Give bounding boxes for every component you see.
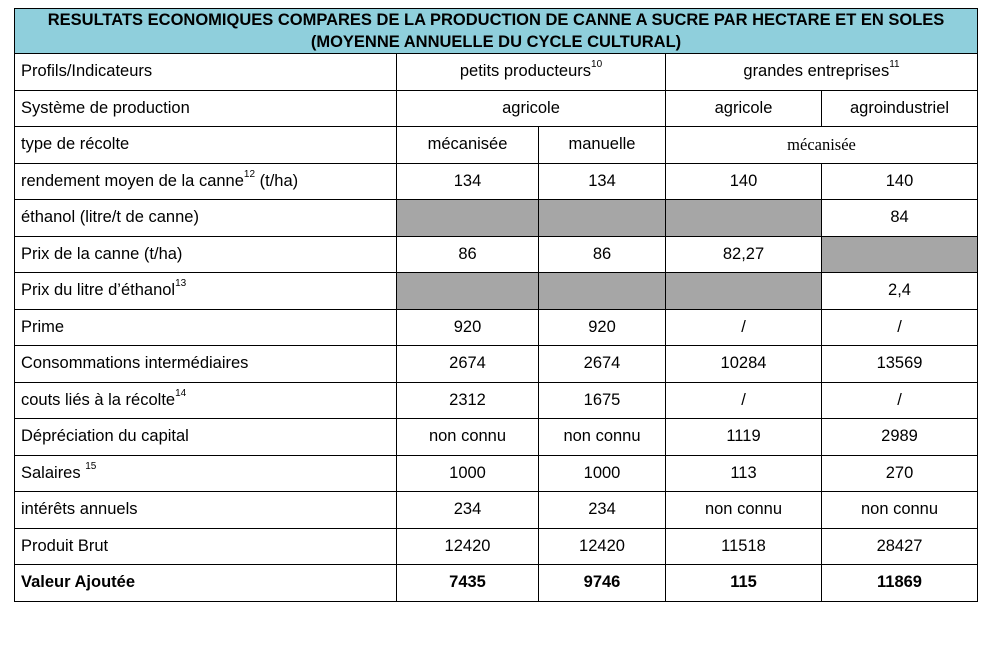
table-row [15,455,978,492]
cell: 28427 [822,528,978,565]
empty-grey-cell [397,273,539,310]
cell: 11518 [666,528,822,565]
row-label: éthanol (litre/t de canne) [15,200,397,237]
empty-grey-cell [397,200,539,237]
row-label: intérêts annuels [15,492,397,529]
row-label: couts liés à la récolte$^{14}$ [15,382,397,419]
cell: 9746 [539,565,666,602]
title-line-2: (MOYENNE ANNUELLE DU CYCLE CULTURAL) [310,33,682,51]
row-label: Prix du litre d’éthanol$^{13}$ [15,273,397,310]
cell: 12420 [397,528,539,565]
cell: 115 [666,565,822,602]
cell: 920 [397,309,539,346]
economic-results-table [14,8,978,602]
empty-grey-cell [666,273,822,310]
cell: 10284 [666,346,822,383]
row-label: Produit Brut [15,528,397,565]
row-label: Profils/Indicateurs [15,54,397,91]
table-row [15,419,978,456]
table-row [15,163,978,200]
cell: 2989 [822,419,978,456]
empty-grey-cell [822,236,978,273]
table-row [15,382,978,419]
cell: agricole [397,90,666,127]
table-row [15,528,978,565]
row-label: Prix de la canne (t/ha) [15,236,397,273]
cell: 13569 [822,346,978,383]
empty-grey-cell [539,200,666,237]
cell: agroindustriel [822,90,978,127]
table-row [15,309,978,346]
footnote-ref: 14 [175,387,187,399]
cell: 2674 [539,346,666,383]
cell: 1000 [397,455,539,492]
cell: 11869 [822,565,978,602]
table-row-total [15,565,978,602]
cell: 2,4 [822,273,978,310]
cell: 234 [539,492,666,529]
empty-grey-cell [539,273,666,310]
cell: / [822,382,978,419]
empty-grey-cell [666,200,822,237]
footnote-ref: 15 [85,460,97,472]
header-petits-producteurs: petits producteurs$^{10}$ [397,54,666,91]
header-row-profils [15,54,978,91]
cell: 84 [822,200,978,237]
cell: 134 [397,163,539,200]
cell: 1000 [539,455,666,492]
footnote-ref: 13 [175,278,187,290]
cell: / [666,309,822,346]
header-grandes-entreprises: grandes entreprises$^{11}$ [666,54,978,91]
cell: agricole [666,90,822,127]
cell: non connu [822,492,978,529]
table-row [15,273,978,310]
cell: 234 [397,492,539,529]
cell: manuelle [539,127,666,164]
header-row-systeme [15,90,978,127]
cell: 134 [539,163,666,200]
row-label: Dépréciation du capital [15,419,397,456]
cell: 2312 [397,382,539,419]
cell: 2674 [397,346,539,383]
table-row [15,200,978,237]
cell: 7435 [397,565,539,602]
cell: mécanisée [666,127,978,164]
row-label: Prime [15,309,397,346]
table-row [15,236,978,273]
table-title [15,9,978,54]
footnote-ref: 12 [243,168,256,180]
cell: mécanisée [397,127,539,164]
row-label: type de récolte [15,127,397,164]
row-label: Valeur Ajoutée [15,565,397,602]
table-row [15,492,978,529]
table-row [15,346,978,383]
cell: 140 [666,163,822,200]
cell: 140 [822,163,978,200]
row-label: Système de production [15,90,397,127]
title-row [15,9,978,54]
title-line-1: RESULTATS ECONOMIQUES COMPARES DE LA PRODUCTION DE CANNE A SUCRE PAR HECTARE ET EN SOLES [47,11,945,29]
cell: 82,27 [666,236,822,273]
cell: 86 [539,236,666,273]
footnote-ref: 11 [889,59,900,71]
row-label: Consommations intermédiaires [15,346,397,383]
cell: / [666,382,822,419]
cell: 1119 [666,419,822,456]
cell: 920 [539,309,666,346]
header-row-recolte [15,127,978,164]
row-label: rendement moyen de la canne$^{12}$ (t/ha) [15,163,397,200]
cell: 270 [822,455,978,492]
cell: non connu [666,492,822,529]
cell: 113 [666,455,822,492]
cell: / [822,309,978,346]
cell: 1675 [539,382,666,419]
cell: non connu [539,419,666,456]
cell: non connu [397,419,539,456]
cell: 86 [397,236,539,273]
cell: 12420 [539,528,666,565]
row-label: Salaires $^{15}$ [15,455,397,492]
footnote-ref: 10 [591,59,603,71]
